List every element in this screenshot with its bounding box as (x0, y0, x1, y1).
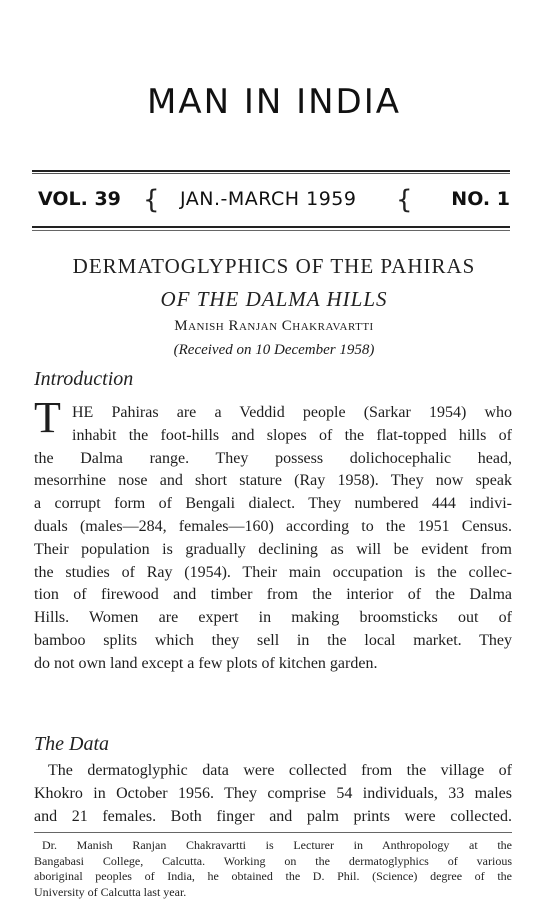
article-title-line1: DERMATOGLYPHICS OF THE PAHIRAS (72, 254, 476, 278)
header-rule-bottom (32, 226, 510, 228)
paragraph-line: HE Pahiras are a Veddid people (Sarkar 1954) who (72, 404, 512, 421)
introduction-paragraph (34, 402, 512, 676)
paragraph-line: duals (males—284, females—160) according to the 1951 Census. (34, 517, 512, 535)
issue-number: NO. 1 (451, 188, 510, 210)
paragraph-line: Hills. Women are expert in making broomsticks out of (34, 609, 512, 627)
paragraph-line: Their population is gradually declining as will be evident from (34, 540, 512, 558)
footnote-rule (34, 832, 512, 833)
paragraph-line: and 21 females. Both finger and palm prints were collected. (34, 807, 512, 825)
paragraph-line: a corrupt form of Bengali dialect. They numbered 444 indivi- (34, 495, 512, 513)
paragraph-line: Khokro in October 1956. They comprise 54 individuals, 33 males (34, 784, 512, 802)
paragraph-line: mesorrhine nose and short stature (Ray 1958). They now speak (34, 472, 512, 490)
journal-title: MAN IN INDIA (146, 82, 402, 122)
paragraph-line: the studies of Ray (1954). Their main occupation is the collec- (34, 563, 512, 581)
footnote-line: Bangabasi College, Calcutta. Working on the dermatoglyphics of various (34, 853, 512, 868)
paragraph-line: bamboo splits which they sell in the local market. They (34, 631, 512, 649)
paragraph-line: the Dalma range. They possess dolichocephalic head, (34, 449, 512, 467)
author-footnote (34, 838, 512, 900)
brace-right: { (396, 185, 413, 215)
data-paragraph (34, 760, 512, 828)
paragraph-line: tion of firewood and timber from the interior of the Dalma (34, 586, 512, 604)
author-name: Manish Ranjan Chakravartti (174, 318, 374, 334)
volume-label: VOL. 39 (38, 188, 121, 210)
brace-left: { (143, 185, 160, 215)
issue-date: JAN.-MARCH 1959 (180, 188, 357, 210)
footnote-line: Dr. Manish Ranjan Chakravartti is Lecturer in Anthropology at the (42, 838, 512, 852)
paragraph-line: The dermatoglyphic data were collected from the village of (48, 762, 512, 779)
footnote-line: aboriginal peoples of India, he obtained the D. Phil. (Science) degree of the (34, 869, 512, 884)
header-rule-top (32, 170, 510, 172)
paragraph-line: inhabit the foot-hills and slopes of the flat-topped hills of (72, 426, 512, 444)
footnote-line: University of Calcutta last year. (34, 884, 187, 899)
issue-line (38, 185, 510, 218)
article-title-line2: OF THE DALMA HILLS (160, 287, 388, 311)
drop-cap: T (34, 393, 61, 442)
header-rule-bottom-thin (32, 230, 510, 231)
paragraph-line: do not own land except a few plots of kitchen garden. (34, 654, 378, 672)
section-heading-introduction: Introduction (34, 368, 134, 390)
section-heading-the-data: The Data (34, 733, 109, 755)
received-date: (Received on 10 December 1958) (173, 342, 375, 358)
header-rule-top-thin (32, 173, 510, 174)
